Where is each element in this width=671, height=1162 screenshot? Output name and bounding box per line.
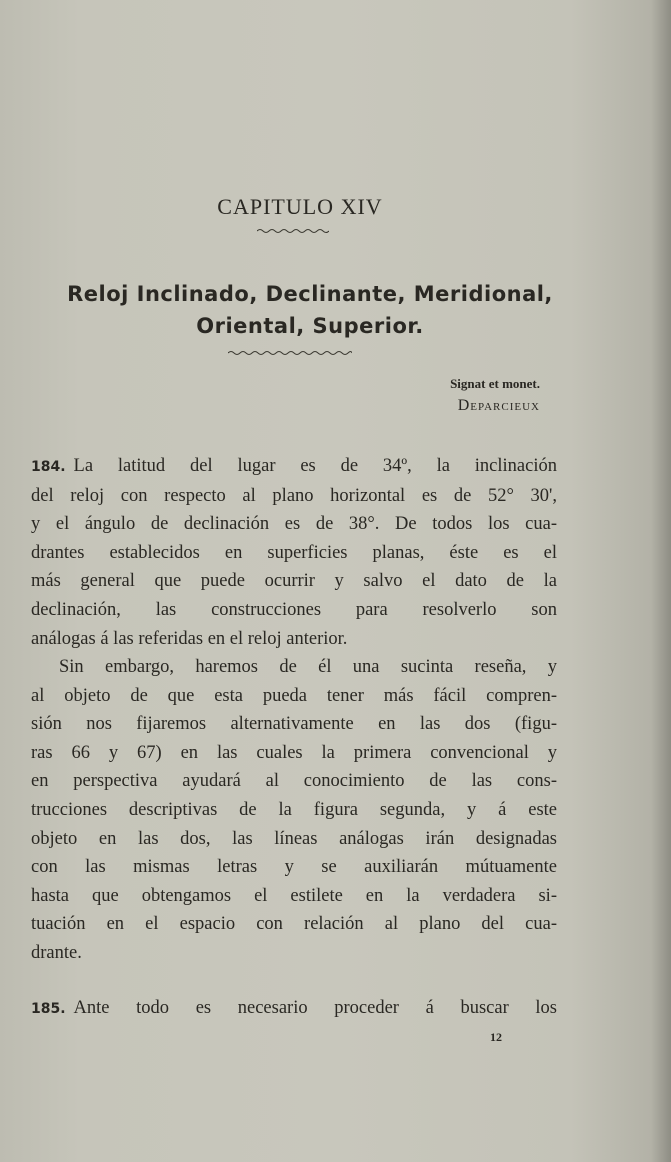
paragraph-184-continued bbox=[31, 653, 557, 968]
text-line: objeto en las dos, las líneas análogas irán designadas bbox=[31, 828, 557, 849]
epigraph-author: Deparcieux bbox=[457, 397, 540, 414]
text-line: Sin embargo, haremos de él una sucinta reseña, y bbox=[59, 657, 557, 677]
text-line: drantes establecidos en superficies planas, éste es el bbox=[31, 542, 557, 563]
chapter-ornament bbox=[257, 228, 329, 234]
text-line: sión nos fijaremos alternativamente en las dos (figu- bbox=[31, 714, 557, 735]
text-line: con las mismas letras y se auxiliarán mútuamente bbox=[31, 857, 557, 878]
text-line bbox=[31, 452, 557, 482]
signature-mark: 12 bbox=[490, 1030, 502, 1044]
title-ornament bbox=[228, 350, 352, 356]
text-line: declinación, las construcciones para resolverlo son bbox=[31, 599, 557, 620]
text-line: tuación en el espacio con relación al plano del cua- bbox=[31, 914, 557, 935]
paragraph-185 bbox=[31, 994, 557, 1024]
text-line: análogas á las referidas en el reloj anterior. bbox=[31, 628, 348, 649]
text-line bbox=[31, 994, 557, 1024]
title-line-1: Reloj Inclinado, Declinante, Meridional, bbox=[67, 282, 553, 306]
text-line: ras 66 y 67) en las cuales la primera convencional y bbox=[31, 742, 557, 763]
text-line: en perspectiva ayudará al conocimiento de las cons- bbox=[31, 771, 557, 792]
chapter-heading: CAPITULO XIV bbox=[217, 194, 383, 219]
text-line-content: La latitud del lugar es de 34º, la inclinación bbox=[73, 456, 557, 476]
title-line-2: Oriental, Superior. bbox=[196, 314, 424, 338]
text-line: y el ángulo de declinación es de 38°. De todos los cua- bbox=[31, 514, 557, 535]
paragraph-184 bbox=[31, 452, 557, 653]
text-line: hasta que obtengamos el estilete en la verdadera si- bbox=[31, 885, 557, 906]
text-line-content: Ante todo es necesario proceder á buscar los bbox=[73, 998, 557, 1018]
section-number-185: 185. bbox=[31, 1001, 66, 1017]
epigraph-motto: Signat et monet. bbox=[450, 376, 540, 391]
section-number-184: 184. bbox=[31, 459, 66, 475]
section-title bbox=[40, 278, 580, 342]
text-line: drante. bbox=[31, 942, 82, 963]
text-line: al objeto de que esta pueda tener más fácil compren- bbox=[31, 685, 557, 706]
text-line: trucciones descriptivas de la figura segunda, y á este bbox=[31, 799, 557, 820]
text-line: más general que puede ocurrir y salvo el dato de la bbox=[31, 571, 557, 592]
text-line: del reloj con respecto al plano horizontal es de 52° 30', bbox=[31, 485, 557, 506]
